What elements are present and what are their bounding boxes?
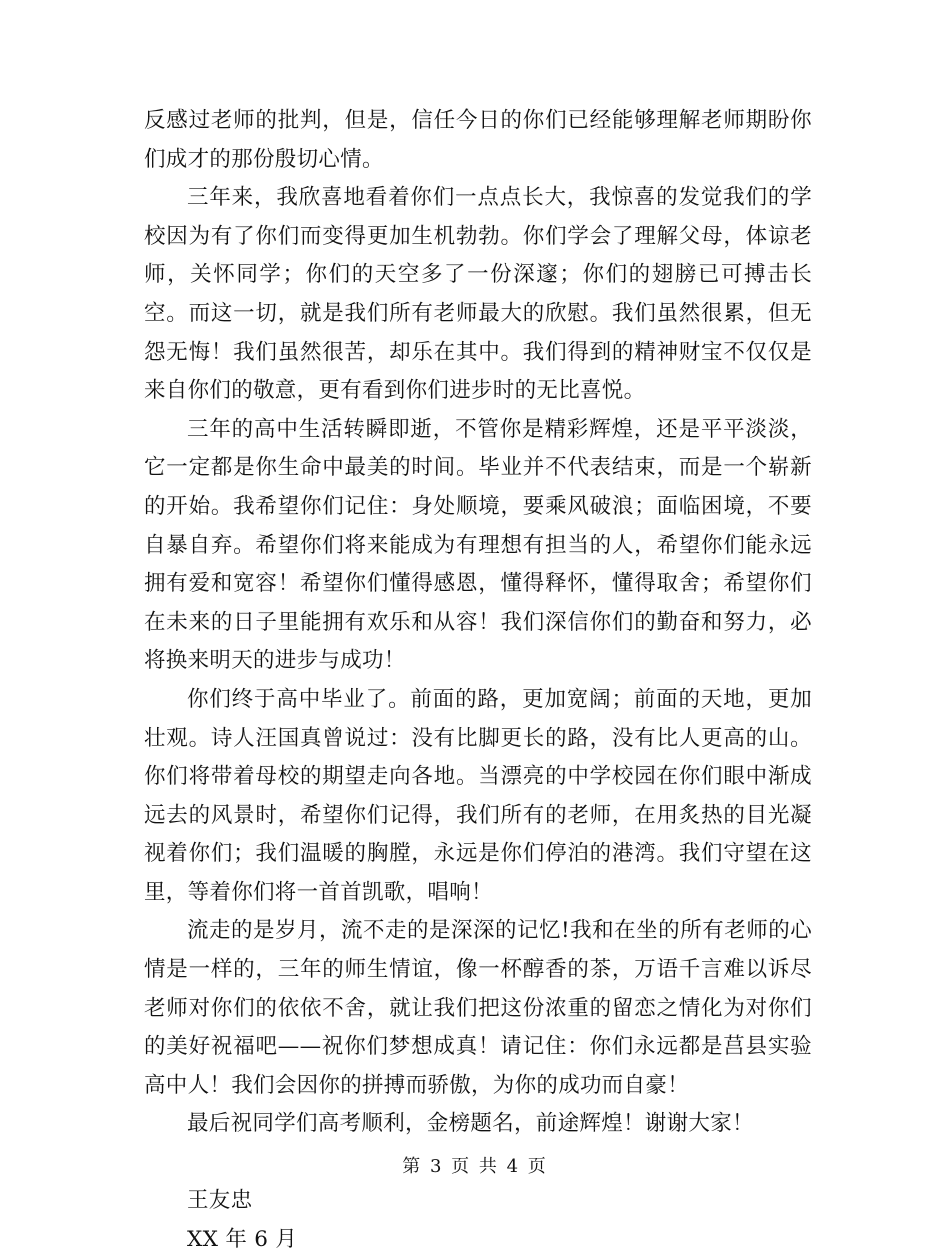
paragraph: 你们终于高中毕业了。前面的路，更加宽阔；前面的天地，更加壮观。诗人汪国真曾说过：没有比脚更长的路，没有比人更高的山。你们将带着母校的期望走向各地。当漂亮的中学校园在你们眼中渐成远去的风景时，希望你们记得，我们所有的老师，在用炙热的目光凝视着你们；我们温暖的胸膛，永远是你们停泊的港湾。我们守望在这里，等着你们将一首首凯歌，唱响！ bbox=[144, 686, 812, 905]
paragraph: 流走的是岁月，流不走的是深深的记忆!我和在坐的所有老师的心情是一样的，三年的师生情谊，像一杯醇香的茶，万语千言难以诉尽老师对你们的依依不舍，就让我们把这份浓重的留恋之情化为对你们的美好祝福吧——祝你们梦想成真！请记住：你们永远都是莒县实验高中人！我们会因你的拼搏而骄傲，为你的成功而自豪！ bbox=[144, 918, 812, 1098]
page-number-footer: 第 3 页 共 4 页 bbox=[402, 1156, 548, 1177]
signature-block bbox=[144, 1182, 812, 1259]
signature-name: 王友忠 bbox=[187, 1188, 253, 1214]
paragraph-continued: 反感过老师的批判，但是，信任今日的你们已经能够理解老师期盼你们成才的那份殷切心情。 bbox=[144, 108, 812, 172]
closing-paragraph: 最后祝同学们高考顺利，金榜题名，前途辉煌！谢谢大家！ bbox=[187, 1111, 754, 1137]
paragraph: 三年的高中生活转瞬即逝，不管你是精彩辉煌，还是平平淡淡，它一定都是你生命中最美的时间。毕业并不代表结束，而是一个崭新的开始。我希望你们记住：身处顺境，要乘风破浪；面临困境，不要自暴自弃。希望你们将来能成为有理想有担当的人，希望你们能永远拥有爱和宽容！希望你们懂得感恩，懂得释怀，懂得取舍；希望你们在未来的日子里能拥有欢乐和从容！我们深信你们的勤奋和努力，必将换来明天的进步与成功！ bbox=[144, 416, 812, 674]
document-body bbox=[144, 102, 812, 1259]
signature-date: XX 年 6 月 bbox=[187, 1226, 298, 1252]
paragraph: 三年来，我欣喜地看着你们一点点长大，我惊喜的发觉我们的学校因为有了你们而变得更加生机勃勃。你们学会了理解父母，体谅老师，关怀同学；你们的天空多了一份深邃；你们的翅膀已可搏击长空。而这一切，就是我们所有老师最大的欣慰。我们虽然很累，但无怨无悔！我们虽然很苦，却乐在其中。我们得到的精神财宝不仅仅是来自你们的敬意，更有看到你们进步时的无比喜悦。 bbox=[144, 185, 812, 404]
